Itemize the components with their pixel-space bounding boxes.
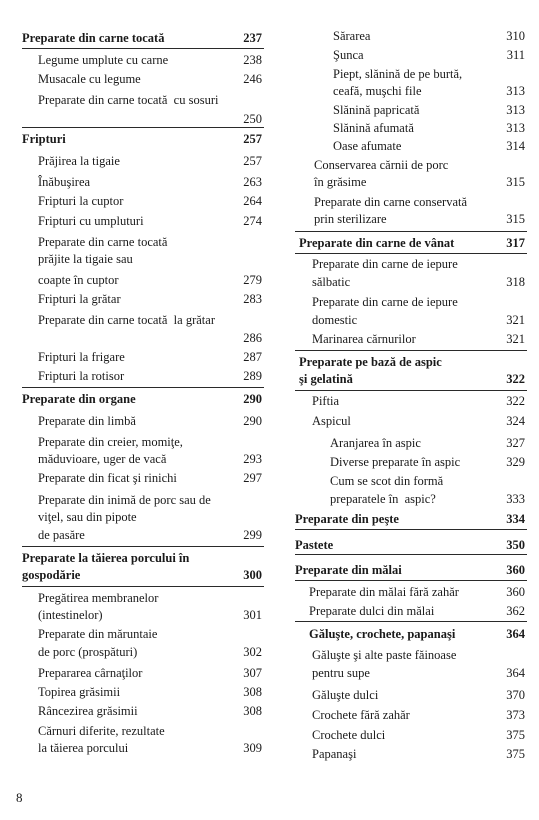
toc-entry-title: coapte în cuptor — [38, 273, 119, 287]
toc-entry-title: Şunca — [333, 48, 364, 62]
toc-entry-title: Oase afumate — [333, 139, 402, 153]
toc-entry-title: Fripturi la cuptor — [38, 194, 124, 208]
toc-entry-title: Fripturi cu umpluturi — [38, 214, 144, 228]
toc-page-number: 364 — [506, 666, 525, 680]
toc-page-number: 283 — [243, 292, 262, 306]
section-divider — [22, 546, 264, 547]
toc-entry-title: Preparate din mălai — [295, 563, 402, 577]
toc-entry-title: Fripturi la grătar — [38, 292, 121, 306]
toc-page-number: 364 — [506, 627, 525, 641]
toc-entry-title: Musacale cu legume — [38, 72, 141, 86]
toc-page-number: 297 — [243, 471, 262, 485]
toc-page-number: 257 — [243, 154, 262, 168]
toc-entry-title: Preparate din peşte — [295, 512, 399, 526]
toc-page-number: 313 — [506, 84, 525, 98]
toc-entry-title: Găluşte, crochete, papanaşi — [309, 627, 456, 641]
toc-page-number: 315 — [506, 212, 525, 226]
toc-entry-title: Preparate din carne tocată cu sosuri — [38, 93, 219, 107]
toc-entry-title: domestic — [312, 313, 358, 327]
toc-page-number: 302 — [243, 645, 262, 659]
toc-entry-title: de porc (prospături) — [38, 645, 138, 659]
toc-entry-title: Pregătirea membranelor — [38, 591, 159, 605]
toc-page-number: 290 — [243, 392, 262, 406]
toc-page-number: 317 — [506, 236, 525, 250]
toc-entry-title: Legume umplute cu carne — [38, 53, 169, 67]
toc-page-number: 293 — [243, 452, 262, 466]
toc-page-number: 333 — [506, 492, 525, 506]
toc-entry-title: de pasăre — [38, 528, 85, 542]
toc-page-number: 313 — [506, 103, 525, 117]
toc-page-number: 299 — [243, 528, 262, 542]
toc-page-number: 286 — [243, 331, 262, 345]
toc-entry-title: Piftia — [312, 394, 340, 408]
toc-page-number: 313 — [506, 121, 525, 135]
toc-entry-title: Preparate din carne de vânat — [299, 236, 455, 250]
toc-entry-title: (intestinelor) — [38, 608, 103, 622]
toc-page-number: 309 — [243, 741, 262, 755]
toc-entry-title: ceafă, muşchi file — [333, 84, 422, 98]
toc-entry-title: Preparate din mălai fără zahăr — [309, 585, 459, 599]
toc-page-number: 311 — [506, 48, 525, 62]
toc-entry-title: Preparate din organe — [22, 392, 136, 406]
toc-entry-title: Găluşte dulci — [312, 688, 379, 702]
toc-entry-title: Piept, slănină de pe burtă, — [333, 67, 463, 81]
toc-entry-title: Preparate din măruntaie — [38, 627, 158, 641]
section-divider — [295, 390, 527, 391]
toc-entry-title: pentru supe — [312, 666, 370, 680]
toc-entry-title: Marinarea cărnurilor — [312, 332, 416, 346]
toc-entry-title: Preparate din limbă — [38, 414, 136, 428]
toc-entry-title: prăjite la tigaie sau — [38, 252, 133, 266]
toc-page-number: 322 — [506, 394, 525, 408]
toc-entry-title: Preparate din inimă de porc sau de — [38, 493, 211, 507]
toc-page-number: 308 — [243, 685, 262, 699]
toc-entry-title: măduvioare, uger de vacă — [38, 452, 167, 466]
toc-entry-title: Preparate din carne de iepure — [312, 295, 458, 309]
toc-entry-title: Preparate din carne tocată — [38, 235, 168, 249]
toc-page-number: 321 — [506, 332, 525, 346]
toc-page-number: 370 — [506, 688, 525, 702]
toc-page-number: 250 — [243, 112, 262, 126]
toc-page-number: 246 — [243, 72, 262, 86]
toc-entry-title: sălbatic — [312, 275, 351, 289]
section-divider — [295, 231, 527, 232]
section-divider — [22, 586, 264, 587]
toc-entry-title: şi gelatină — [299, 372, 353, 386]
toc-page-number: 238 — [243, 53, 262, 67]
toc-entry-title: Preparate din creier, momiţe, — [38, 435, 183, 449]
toc-page-number: 301 — [243, 608, 262, 622]
toc-entry-title: Înăbuşirea — [38, 175, 91, 189]
toc-entry-title: viţel, sau din pipote — [38, 510, 137, 524]
toc-entry-title: Fripturi — [22, 132, 66, 146]
toc-page-number: 318 — [506, 275, 525, 289]
toc-page-number: 257 — [243, 132, 262, 146]
toc-entry-title: Crochete fără zahăr — [312, 708, 410, 722]
toc-entry-title: Preparate pe bază de aspic — [299, 355, 442, 369]
toc-entry-title: Crochete dulci — [312, 728, 386, 742]
toc-entry-title: Preparate din carne tocată la grătar — [38, 313, 215, 327]
toc-entry-title: la tăierea porcului — [38, 741, 129, 755]
toc-page-number: 334 — [506, 512, 525, 526]
toc-entry-title: Cum se scot din formă — [330, 474, 444, 488]
toc-entry-title: Fripturi la frigare — [38, 350, 125, 364]
toc-page-number: 264 — [243, 194, 262, 208]
toc-entry-title: Preparate din carne de iepure — [312, 257, 458, 271]
toc-page-number: 289 — [243, 369, 262, 383]
section-divider — [295, 621, 527, 622]
toc-page-number: 362 — [506, 604, 525, 618]
toc-page-number: 375 — [506, 747, 525, 761]
toc-entry-title: Conservarea cărnii de porc — [314, 158, 449, 172]
section-divider — [295, 554, 527, 555]
page-number: 8 — [16, 790, 23, 805]
toc-page-number: 263 — [243, 175, 262, 189]
section-divider — [295, 529, 527, 530]
toc-page-number: 375 — [506, 728, 525, 742]
section-divider — [22, 127, 264, 128]
toc-page-number: 360 — [506, 585, 525, 599]
section-divider — [22, 48, 264, 49]
toc-page-number: 324 — [506, 414, 525, 428]
toc-page-number: 360 — [506, 563, 525, 577]
section-divider — [295, 253, 527, 254]
toc-page-number: 322 — [506, 372, 525, 386]
toc-entry-title: Găluşte şi alte paste făinoase — [312, 648, 457, 662]
toc-page-number: 307 — [243, 666, 262, 680]
toc-entry-title: preparatele în aspic? — [330, 492, 436, 506]
toc-entry-title: Cărnuri diferite, rezultate — [38, 724, 165, 738]
toc-entry-title: Prăjirea la tigaie — [38, 154, 120, 168]
toc-entry-title: Prepararea cârnaţilor — [38, 666, 143, 680]
toc-page-number: 314 — [506, 139, 525, 153]
toc-page-number: 327 — [506, 436, 525, 450]
section-divider — [295, 350, 527, 351]
toc-entry-title: Preparate din carne conservată — [314, 195, 468, 209]
toc-page-number: 329 — [506, 455, 525, 469]
toc-entry-title: Aranjarea în aspic — [330, 436, 421, 450]
toc-page-number: 237 — [243, 31, 262, 45]
toc-entry-title: Preparate din ficat şi rinichi — [38, 471, 177, 485]
toc-entry-title: în grăsime — [314, 175, 367, 189]
toc-entry-title: gospodărie — [22, 568, 81, 582]
toc-page-number: 300 — [243, 568, 262, 582]
toc-page-number: 373 — [506, 708, 525, 722]
toc-page-number: 279 — [243, 273, 262, 287]
toc-entry-title: Preparate dulci din mălai — [309, 604, 435, 618]
toc-entry-title: Slănină papricată — [333, 103, 420, 117]
toc-entry-title: Preparate la tăierea porcului în — [22, 551, 190, 565]
toc-entry-title: Aspicul — [312, 414, 351, 428]
toc-entry-title: Diverse preparate în aspic — [330, 455, 461, 469]
toc-entry-title: Papanaşi — [312, 747, 357, 761]
toc-page-number: 310 — [506, 29, 525, 43]
toc-entry-title: Topirea grăsimii — [38, 685, 121, 699]
toc-entry-title: Sărarea — [333, 29, 371, 43]
toc-page-number: 321 — [506, 313, 525, 327]
toc-entry-title: Râncezirea grăsimii — [38, 704, 138, 718]
toc-page-number: 315 — [506, 175, 525, 189]
toc-entry-title: Pastete — [295, 538, 334, 552]
toc-page-number: 274 — [243, 214, 262, 228]
toc-page-number: 290 — [243, 414, 262, 428]
section-divider — [22, 387, 264, 388]
toc-entry-title: Preparate din carne tocată — [22, 31, 165, 45]
section-divider — [295, 580, 527, 581]
toc-page-number: 308 — [243, 704, 262, 718]
toc-page-number: 287 — [243, 350, 262, 364]
toc-entry-title: Slănină afumată — [333, 121, 414, 135]
toc-entry-title: Fripturi la rotisor — [38, 369, 125, 383]
toc-page-number: 350 — [506, 538, 525, 552]
toc-entry-title: prin sterilizare — [314, 212, 387, 226]
